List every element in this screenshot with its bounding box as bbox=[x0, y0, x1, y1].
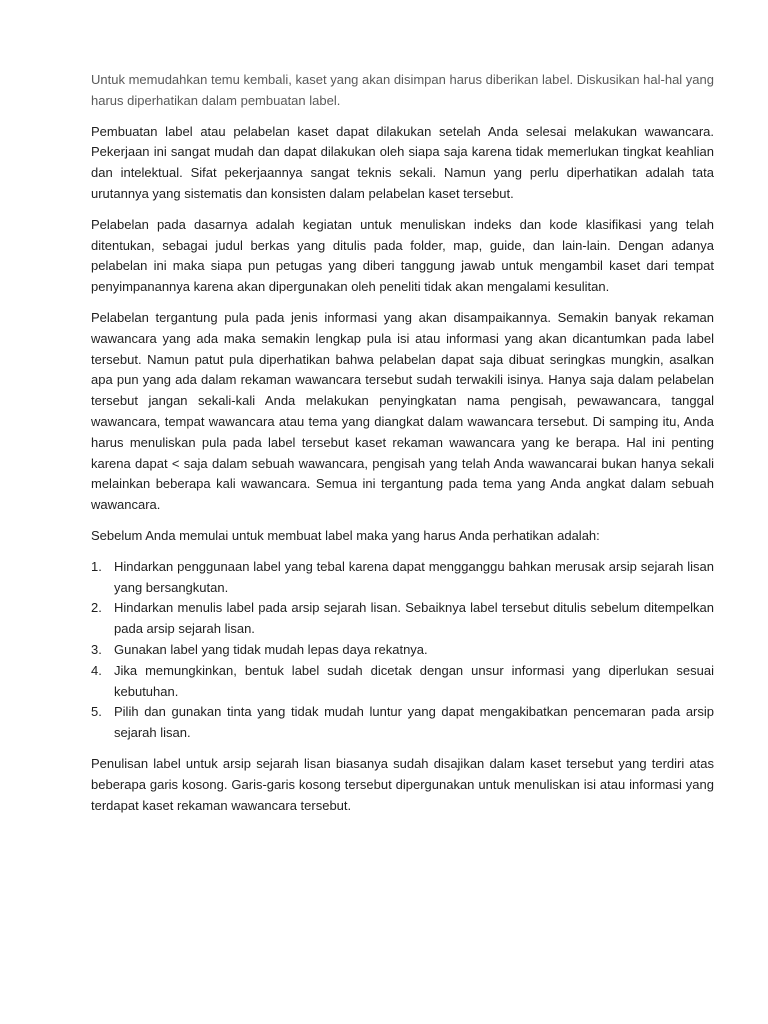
list-item bbox=[91, 640, 714, 661]
paragraph-4: Sebelum Anda memulai untuk membuat label maka yang harus Anda perhatikan adalah: bbox=[91, 527, 600, 543]
list-text: Pilih dan gunakan tinta yang tidak mudah luntur yang dapat mengakibatkan pencemaran pada arsip sejarah lisan. bbox=[114, 704, 714, 741]
paragraph-3: Pelabelan tergantung pula pada jenis informasi yang akan disampaikannya. Semakin banyak rekaman wawancara yang ada maka semakin lengkap pula isi atau informasi yang akan dicantumkan pada label tersebut. Namun patut pula diperhatikan bahwa pelabelan dapat saja dibuat seringkas mungkin, asalkan apa pun yang ada dalam rekaman wawancara tersebut sudah terwakili isinya. Hanya saja dalam pelabelan tersebut jangan sekali-kali Anda melakukan penyingkatan nama pengisah, pewawancara, tanggal wawancara, tempat wawancara atau tema yang diangkat dalam wawancara tersebut. Di samping itu, Anda harus menuliskan pula pada label tersebut kaset rekaman wawancara yang ke berapa. Hal ini penting karena dapat < saja dalam sebuah wawancara, pengisah yang telah Anda wawancarai bukan hanya sekali melainkan beberapa kali wawancara. Semua ini tergantung pada tema yang Anda angkat dalam sebuah wawancara. bbox=[91, 309, 714, 513]
list-number: 3. bbox=[91, 641, 102, 657]
paragraph-1: Pembuatan label atau pelabelan kaset dapat dilakukan setelah Anda selesai melakukan wawancara. Pekerjaan ini sangat mudah dan dapat dilakukan oleh siapa saja karena tidak memerlukan tingkat keahlian dan intelektual. Sifat pekerjaannya sangat teknis sekali. Namun yang perlu diperhatikan adalah tata urutannya yang sistematis dan konsisten dalam pelabelan kaset tersebut. bbox=[91, 123, 714, 201]
list-item bbox=[91, 598, 714, 640]
list-number: 5. bbox=[91, 704, 102, 720]
list-number: 2. bbox=[91, 600, 102, 616]
list-number: 1. bbox=[91, 558, 102, 574]
closing-paragraph: Penulisan label untuk arsip sejarah lisan biasanya sudah disajikan dalam kaset tersebut yang terdiri atas beberapa garis kosong. Garis-garis kosong tersebut dipergunakan untuk menuliskan isi atau informasi yang terdapat kaset rekaman wawancara tersebut. bbox=[91, 755, 714, 813]
list-text: Gunakan label yang tidak mudah lepas daya rekatnya. bbox=[114, 641, 428, 657]
list-text: Jika memungkinkan, bentuk label sudah dicetak dengan unsur informasi yang diperlukan sesuai kebutuhan. bbox=[114, 662, 714, 699]
list-item bbox=[91, 557, 714, 599]
intro-paragraph: Untuk memudahkan temu kembali, kaset yang akan disimpan harus diberikan label. Diskusikan hal-hal yang harus diperhatikan dalam pembuatan label. bbox=[91, 72, 714, 108]
list-text: Hindarkan menulis label pada arsip sejarah lisan. Sebaiknya label tersebut ditulis sebelum ditempelkan pada arsip sejarah lisan. bbox=[114, 600, 714, 637]
list-item bbox=[91, 661, 714, 703]
list-number: 4. bbox=[91, 662, 102, 678]
paragraph-2: Pelabelan pada dasarnya adalah kegiatan untuk menuliskan indeks dan kode klasifikasi yang telah ditentukan, sebagai judul berkas yang ditulis pada folder, map, guide, dan lain-lain. Dengan adanya pelabelan ini maka siapa pun petugas yang diberi tanggung jawab untuk mengambil kaset dari tempat penyimpanannya karena akan dipergunakan oleh peneliti tidak akan mengalami kesulitan. bbox=[91, 216, 714, 295]
list-item bbox=[91, 702, 714, 744]
numbered-list bbox=[91, 557, 714, 744]
list-text: Hindarkan penggunaan label yang tebal karena dapat mengganggu bahkan merusak arsip sejarah lisan yang bersangkutan. bbox=[114, 558, 714, 595]
document-page bbox=[91, 70, 714, 826]
